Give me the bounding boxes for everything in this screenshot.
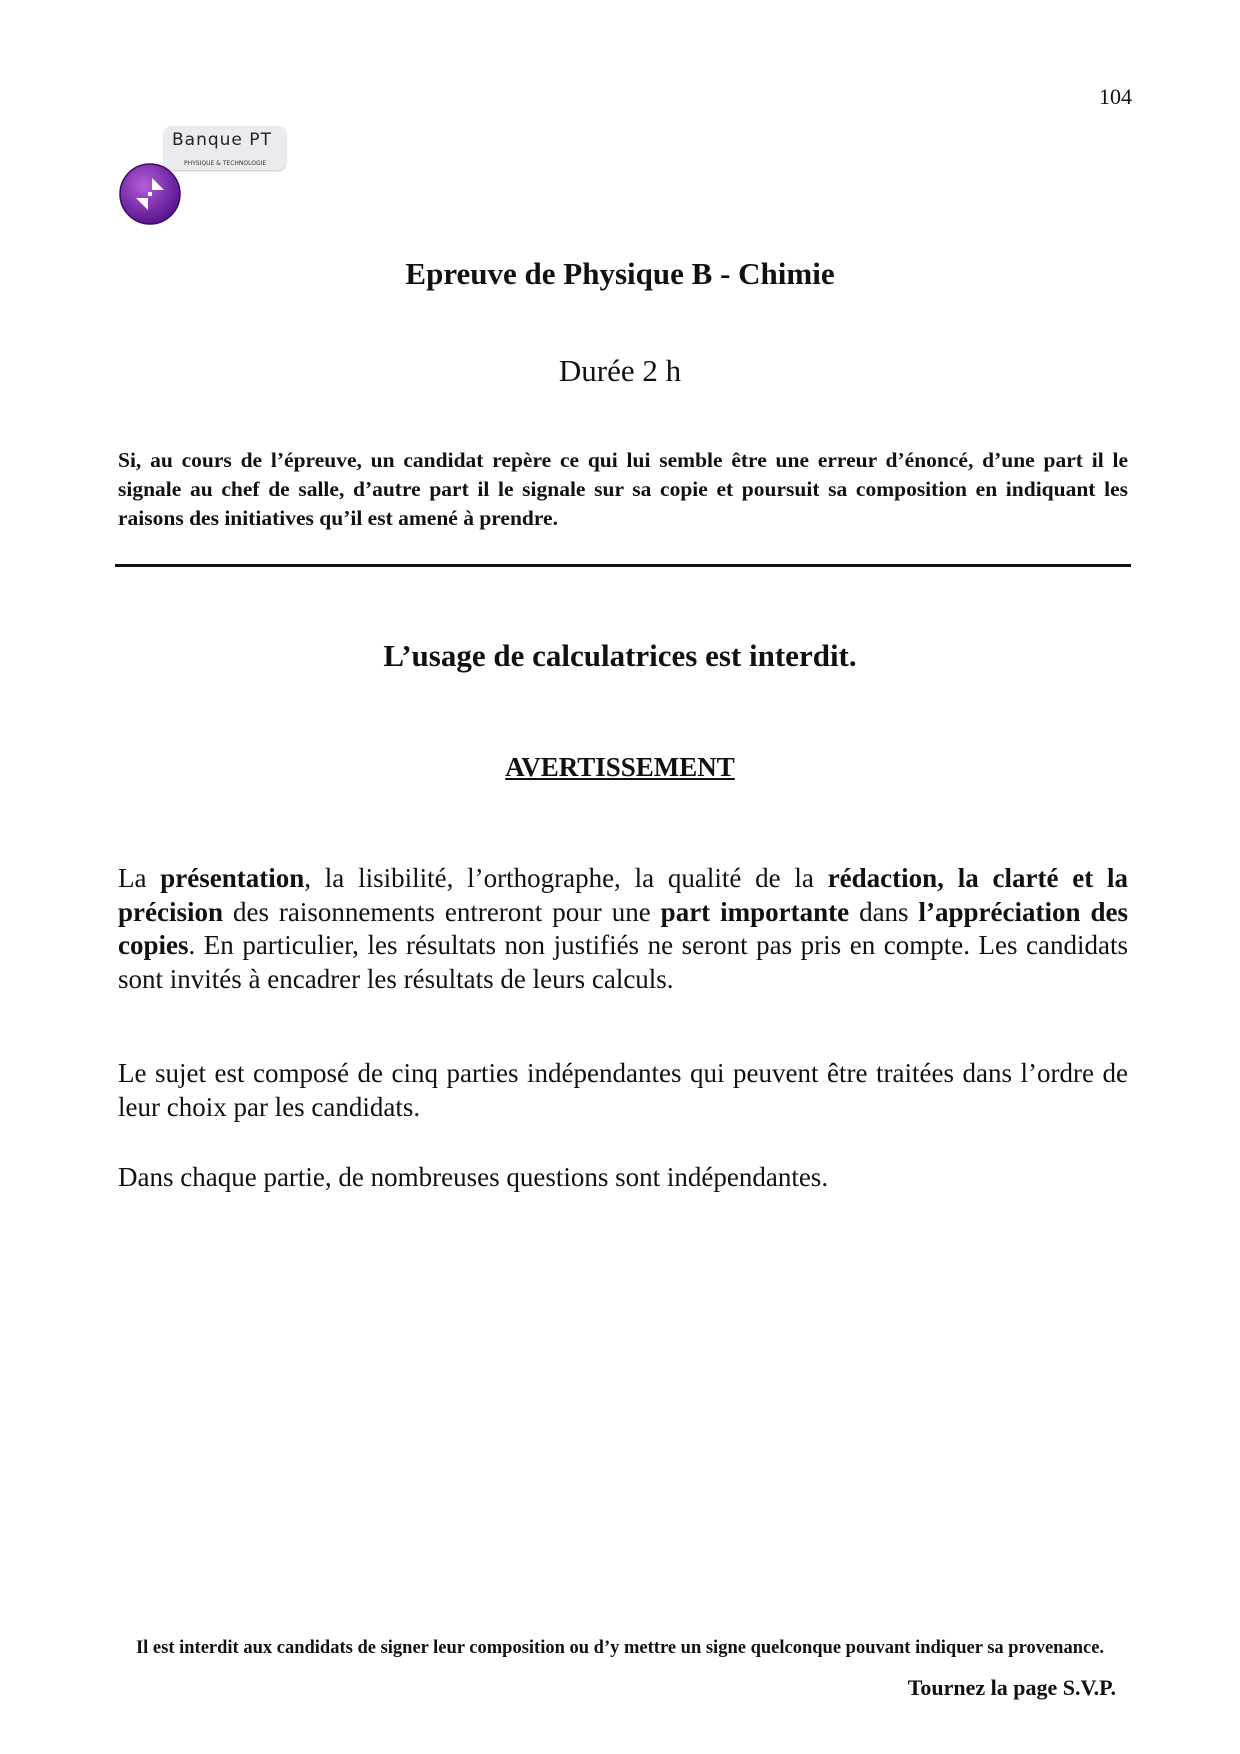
- structure-paragraph: Le sujet est composé de cinq parties indépendantes qui peuvent être traitées dans l’ordre de leur choix par les candidats.: [118, 1058, 1128, 1122]
- logo-brand-text: Banque PT: [172, 130, 272, 150]
- p1-bold-1: présentation: [160, 863, 305, 893]
- p1-text-3: des raisonnements entreront pour une: [223, 896, 661, 927]
- error-notice: Si, au cours de l’épreuve, un candidat repère ce qui lui semble être une erreur d’énoncé, d’une part il le signale au chef de salle, d’autre part il le signale sur sa copie et poursuit sa composition en indiquant les raisons des initiatives qu’il est amené à prendre.: [118, 448, 1128, 530]
- banque-pt-logo: [118, 124, 298, 230]
- turn-page-note: Tournez la page S.V.P.: [907, 1675, 1116, 1700]
- p1-text-4: dans: [849, 896, 919, 927]
- exam-title: Epreuve de Physique B - Chimie: [405, 256, 835, 291]
- presentation-paragraph: [118, 862, 1128, 996]
- calculator-rule: L’usage de calculatrices est interdit.: [383, 638, 857, 673]
- p1-text-2: , la lisibilité, l’orthographe, la qualité de la: [304, 863, 828, 893]
- p1-bold-2: rédaction, la clarté et la précision: [118, 863, 1128, 927]
- logo-subtitle: PHYSIQUE & TECHNOLOGIE: [184, 160, 267, 167]
- p1-bold-3: part importante: [660, 896, 850, 927]
- warning-heading: AVERTISSEMENT: [505, 752, 735, 782]
- p1-bold-4: l’appréciation des copies: [118, 896, 1128, 960]
- signature-warning: Il est interdit aux candidats de signer leur composition ou d’y mettre un signe quelconque pouvant indiquer sa provenance.: [135, 1638, 1105, 1658]
- p1-text-1: La: [118, 863, 161, 893]
- p1-text-5: . En particulier, les résultats non justifiés ne seront pas pris en compte. Les candidats sont invités à encadrer les résultats de leurs calculs.: [118, 930, 1128, 994]
- horizontal-divider: [115, 564, 1131, 567]
- exam-duration: Durée 2 h: [558, 353, 682, 388]
- page-number: 104: [1099, 84, 1132, 109]
- logo-circle-icon: [118, 162, 182, 226]
- independence-paragraph: Dans chaque partie, de nombreuses questions sont indépendantes.: [118, 1162, 829, 1192]
